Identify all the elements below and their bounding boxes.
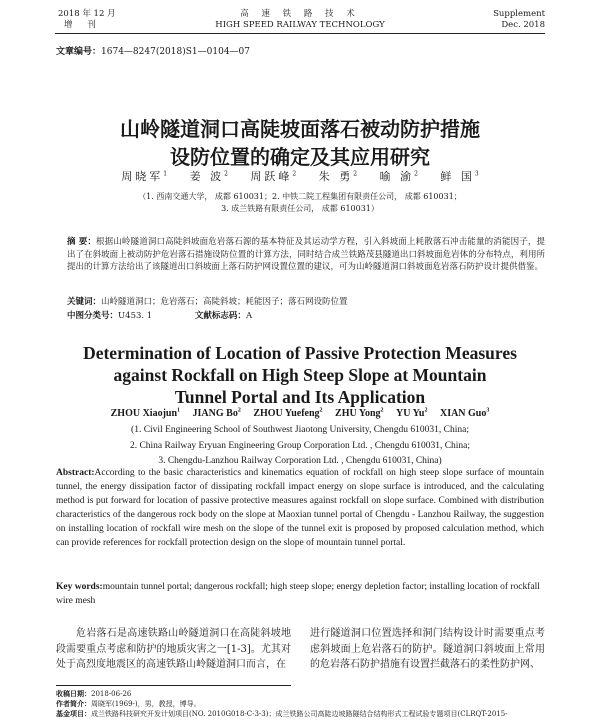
footnote-divider [56,685,291,686]
title-cn [0,115,600,171]
keywords-en-text: mountain tunnel portal; dangerous rockfall; high steep slope; energy depletion factor; installing location of rockfall wire mesh [56,582,540,606]
clc-value: U453. 1 [118,311,153,321]
title-en-line2: against Rockfall on High Steep Slope at Mountain [113,365,487,385]
body-column-left: 危岩落石是高速铁路山岭隧道洞口在高陡斜坡地段需要重点考虑和防护的地质灾害之一[1-3]。尤其对处于高烈度地震区的高速铁路山岭隧道洞口而言，在 [56,628,291,670]
doc-code-value: A [245,311,253,321]
keywords-cn-label: 关键词： [67,297,102,307]
classification [67,309,252,321]
affiliation-cn-line: （1. 西南交通大学， 成都 610031；2. 中铁二院工程集团有限责任公司， 成都 610031； [138,192,462,201]
keywords-cn-text: 山岭隧道洞口；危岩落石；高陡斜坡；耗能因子；落石网设防位置 [101,297,348,307]
footnote-author: 作者简介：周晓军(1969-)，男，教授，博导。 [56,700,201,708]
abstract-cn [67,236,545,274]
clc-label: 中图分类号： [67,311,119,321]
header-divider [55,33,545,34]
author-cn: 姜 波$^2$ [189,170,228,183]
body-column-right: 进行隧道洞口位置选择和洞门结构设计时需要重点考虑斜坡面上危岩落石的防护。隧道洞口斜坡面上常用的危岩落石防护措施有设置拦截落石的柔性防护网、 [310,628,545,670]
affiliation-en-line: (1. Civil Engineering School of Southwest Jiaotong University, Chengdu 610031, China; [131,425,469,435]
footnote-fund: 基金项目：成兰铁路科技研究开发计划项目(NO. 2010G018-C-3-3)；成兰铁路公司高陡边坡路隧结合结构形式工程试验专题项目(CLRQT-2015- [56,710,508,718]
affiliation-en-line: 3. Chengdu-Lanzhou Railway Corporation Ltd. , Chengdu 610031, China) [158,456,442,466]
journal-title-cn: 高 速 铁 路 技 术 [240,9,360,19]
author-cn: 鲜 国$^3$ [440,170,479,183]
title-cn-line1: 山岭隧道洞口高陡坡面落石被动防护措施 [120,117,480,141]
author-en: JIANG Bo$^2$ [192,408,241,420]
abstract-cn-label: 摘 要： [67,237,97,247]
author-en: YU Yu$^2$ [396,408,428,420]
author-cn: 周跃峰$^2$ [250,170,297,183]
footnote-received: 收稿日期：2018-06-26 [56,690,132,698]
abstract-cn-text: 根据山岭隧道洞口高陡斜坡面危岩落石源的基本特征及其运动学方程，引入斜坡面上耗散落石冲击能量的消能因子，提出了在斜坡面上被动防护危岩落石措施设防位置的计算方法，同时结合成兰铁路茂县隧道出口斜坡面危岩体的分布特点，利用所提出的计算方法给出了该隧道出口斜坡面上落石防护网设置位置的建议，可为山岭隧道洞口斜坡面危岩落石防护设计提供借鉴。 [67,237,545,272]
header-supplement-cn: 增 刊 [64,20,102,30]
affiliation-cn-line: 3. 成兰铁路有限责任公司， 成都 610031） [221,204,379,213]
article-number-label: 文章编号： [56,47,102,57]
affiliations-cn [0,191,600,215]
header-date-en: Dec. 2018 [501,20,545,30]
title-en [0,342,600,408]
author-cn: 朱 勇$^2$ [318,170,358,183]
journal-title-en: HIGH SPEED RAILWAY TECHNOLOGY [215,20,385,30]
article-number [56,44,250,57]
author-en: ZHOU Xiaojun$^1$ [110,408,181,420]
keywords-cn [67,296,545,308]
abstract-en-text: According to the basic characteristics and kinematics equation of rockfall on high steep slope surface of mountain tunnel, the energy dissipation factor of dissipating rockfall impact energy on slope surface is introduced, and the calculating method is put forward for location of passive protective measures against rockfall on slope surface. Combined with distribution characteristics of the dangerous rock body on the slope at Maoxian tunnel portal of Chengdu - Lanzhou Railway, the suggestion on installing location of rockfall wire mesh on the slope of the tunnel exit is proposed by proposed calculation method, which can provide references for rockfall protection design on the slope of mountain tunnel portal. [56,468,544,548]
doc-code-label: 文献标志码： [194,311,246,321]
title-en-line1: Determination of Location of Passive Protection Measures [83,343,517,363]
header-supplement-en: Supplement [493,9,545,19]
article-number-value: 1674—8247(2018)S1—0104—07 [101,47,250,57]
affiliation-en-line: 2. China Railway Eryuan Engineering Group Corporation Ltd. , Chengdu 610031, China; [129,440,471,451]
header-right [493,9,545,31]
keywords-en-label: Key words: [56,582,103,592]
authors-en [0,408,600,419]
keywords-en [56,580,544,608]
affiliations-en [0,423,600,470]
title-cn-line2: 设防位置的确定及其应用研究 [170,145,430,169]
footnote [56,689,556,719]
author-cn: 喻 渝$^2$ [379,170,418,183]
author-en: XIAN Guo$^3$ [439,408,490,420]
abstract-en-label: Abstract: [56,468,95,478]
abstract-en [56,466,544,550]
title-en-line3: Tunnel Portal and Its Application [174,387,426,407]
author-en: ZHOU Yuefeng$^2$ [253,408,323,420]
authors-cn [0,168,600,184]
author-en: ZHU Yong$^2$ [335,408,384,420]
header-date: 2018 年 12 月 [58,9,116,19]
author-cn: 周晓军$^1$ [121,170,168,183]
